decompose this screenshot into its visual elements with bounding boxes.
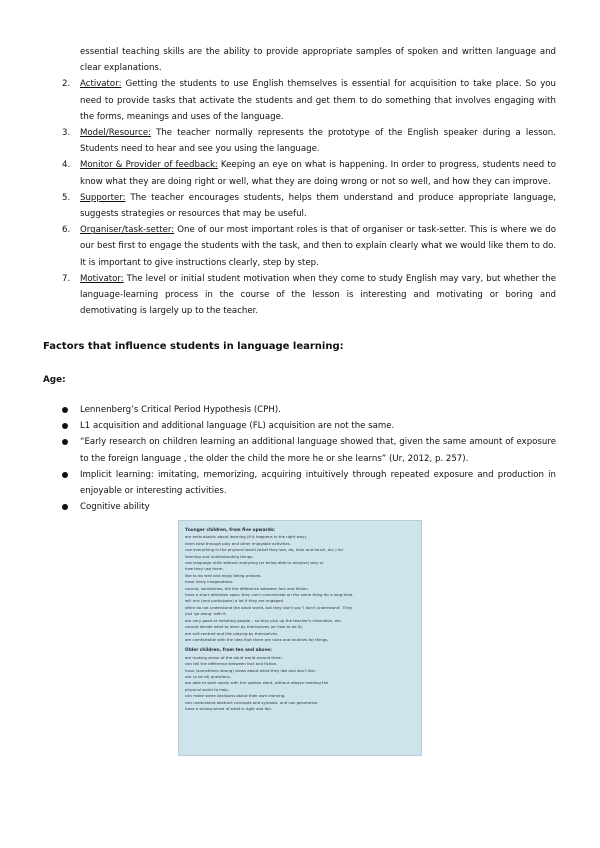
- role-description: The teacher normally represents the prototype of the English speaker during a lesson. Students need to hear and see you using the language.: [80, 128, 556, 155]
- intro-paragraph: [62, 44, 556, 76]
- list-item: can make some decisions about their own learning.: [185, 693, 286, 699]
- children-characteristics-figure: [178, 520, 422, 756]
- list-item: Cognitive ability: [62, 499, 556, 515]
- intro-line-2: clear explanations.: [80, 63, 162, 74]
- section-heading: Factors that influence students in language learning:: [43, 341, 344, 352]
- role-number: 3.: [62, 128, 71, 139]
- list-item: have a short attention span: they can't concentrate on the same thing for a long time.: [185, 592, 354, 598]
- role-item-motivator: [62, 271, 556, 320]
- list-item: Lennenberg’s Critical Period Hypothesis (CPH).: [62, 402, 556, 418]
- list-item: can understand abstract concepts and symbols, and can generalise.: [185, 699, 319, 705]
- role-number: 6.: [62, 225, 71, 236]
- list-item: will mix (and participate) a lot if they are engaged.: [185, 598, 285, 604]
- figure-content: [185, 528, 417, 712]
- list-item: are able to work solely with the spoken word, without always needing the: [185, 680, 329, 686]
- role-item-organiser: [62, 222, 556, 271]
- role-description: The level or initial student motivation when they come to study English may vary, but whether the language-learning process in the course of the lesson is interesting and motivating or boring and demotivating is largely up to the teacher.: [80, 273, 556, 317]
- role-term: Monitor & Provider of feedback:: [80, 160, 218, 171]
- list-item: ask (a lot of) questions.: [185, 673, 231, 679]
- older-children-title: Older children, from ten and above:: [185, 648, 272, 654]
- role-number: 4.: [62, 160, 71, 171]
- younger-children-list: [185, 534, 417, 643]
- role-description: The teacher encourages students, helps them understand and produce appropriate language, suggests strategies or resources that may be useful.: [80, 192, 556, 220]
- intro-line-1: essential teaching skills are the ability to provide appropriate samples of spoken and written language and: [80, 47, 556, 57]
- list-item: how they use them.: [185, 566, 224, 572]
- list-item: have a strong sense of what is right and fair.: [185, 705, 272, 711]
- list-item: are self-centred and like playing by themselves.: [185, 630, 279, 636]
- teacher-roles-list: [62, 44, 556, 319]
- list-item: are making sense of the adult world around them.: [185, 654, 283, 660]
- younger-children-title: Younger children, from five upwards:: [185, 528, 276, 533]
- list-item: cannot, sometimes, tell the difference between fact and fiction.: [185, 585, 309, 591]
- list-item: cannot decide what to learn by themselves (or how to do it).: [185, 624, 304, 630]
- role-description: Keeping an eye on what is happening. In order to progress, students need to know what they are doing right or well, what they are doing wrong or not so well, and how they can improve.: [80, 160, 556, 187]
- list-item: just 'go along' with it.: [185, 611, 227, 617]
- bullet-icon: [62, 407, 68, 413]
- role-item-model-resource: [62, 125, 556, 157]
- bullet-icon: [62, 423, 68, 429]
- list-item: are very good at imitating people – so they pick up the teacher's intonation, etc.: [185, 617, 342, 623]
- list-item: Implicit learning: imitating, memorizing, acquiring intuitively through repeated exposure and production in enjoyable or interesting activities.: [62, 467, 556, 499]
- role-item-activator: [62, 76, 556, 125]
- role-term: Organiser/task-setter:: [80, 225, 175, 236]
- role-term: Activator:: [80, 79, 122, 90]
- age-factors-list: [62, 402, 556, 515]
- role-number: 5.: [62, 192, 71, 203]
- role-description: Getting the students to use English themselves is essential for acquisition to take place. So you need to provide tasks that activate the students and get them to do something that involves engaging with the forms, meanings and uses of the language.: [80, 79, 556, 122]
- bullet-icon: [62, 472, 68, 478]
- list-item: are enthusiastic about learning (if it happens in the right way).: [185, 534, 308, 540]
- list-item: use everything in the physical world (what they see, do, hear and touch, etc.) for: [185, 547, 344, 553]
- role-term: Supporter:: [80, 192, 126, 203]
- role-number: 7.: [62, 273, 71, 284]
- list-item: have lively imaginations.: [185, 579, 234, 585]
- list-item: learn best through play and other enjoyable activities.: [185, 540, 291, 546]
- list-item: physical world to help.: [185, 686, 229, 692]
- list-item: learning and understanding things.: [185, 553, 254, 559]
- role-number: 2.: [62, 79, 71, 90]
- list-item: like to do well and enjoy being praised.: [185, 572, 262, 578]
- age-subheading: Age:: [43, 375, 66, 385]
- list-item: can tell the difference between fact and fiction.: [185, 661, 278, 667]
- older-children-list: [185, 655, 417, 713]
- role-term: Model/Resource:: [80, 128, 152, 139]
- bullet-icon: [62, 439, 68, 445]
- role-term: Motivator:: [80, 273, 124, 284]
- role-item-monitor: [62, 157, 556, 189]
- list-item: have (sometimes strong) views about what they like and don't like.: [185, 667, 317, 673]
- list-item: “Early research on children learning an additional language showed that, given the same amount of exposure to the foreign language , the older the child the more he or she learns” (Ur, 2012, p. 257).: [62, 434, 556, 466]
- list-item: L1 acquisition and additional language (FL) acquisition are not the same.: [62, 418, 556, 434]
- bullet-icon: [62, 504, 68, 510]
- role-description: One of our most important roles is that of organiser or task-setter. This is where we do our best first to engage the students with the task, and then to explain clearly what we would like them to do. It is important to give instructions clearly, step by step.: [80, 225, 556, 268]
- list-item: are comfortable with the idea that there are rules and routines for things.: [185, 636, 329, 642]
- list-item: often do not understand the adult world, but they don't say 'I don't understand'. They: [185, 604, 353, 610]
- list-item: use language skills without analysing (or being able to analyse) why or: [185, 560, 324, 566]
- role-item-supporter: [62, 190, 556, 222]
